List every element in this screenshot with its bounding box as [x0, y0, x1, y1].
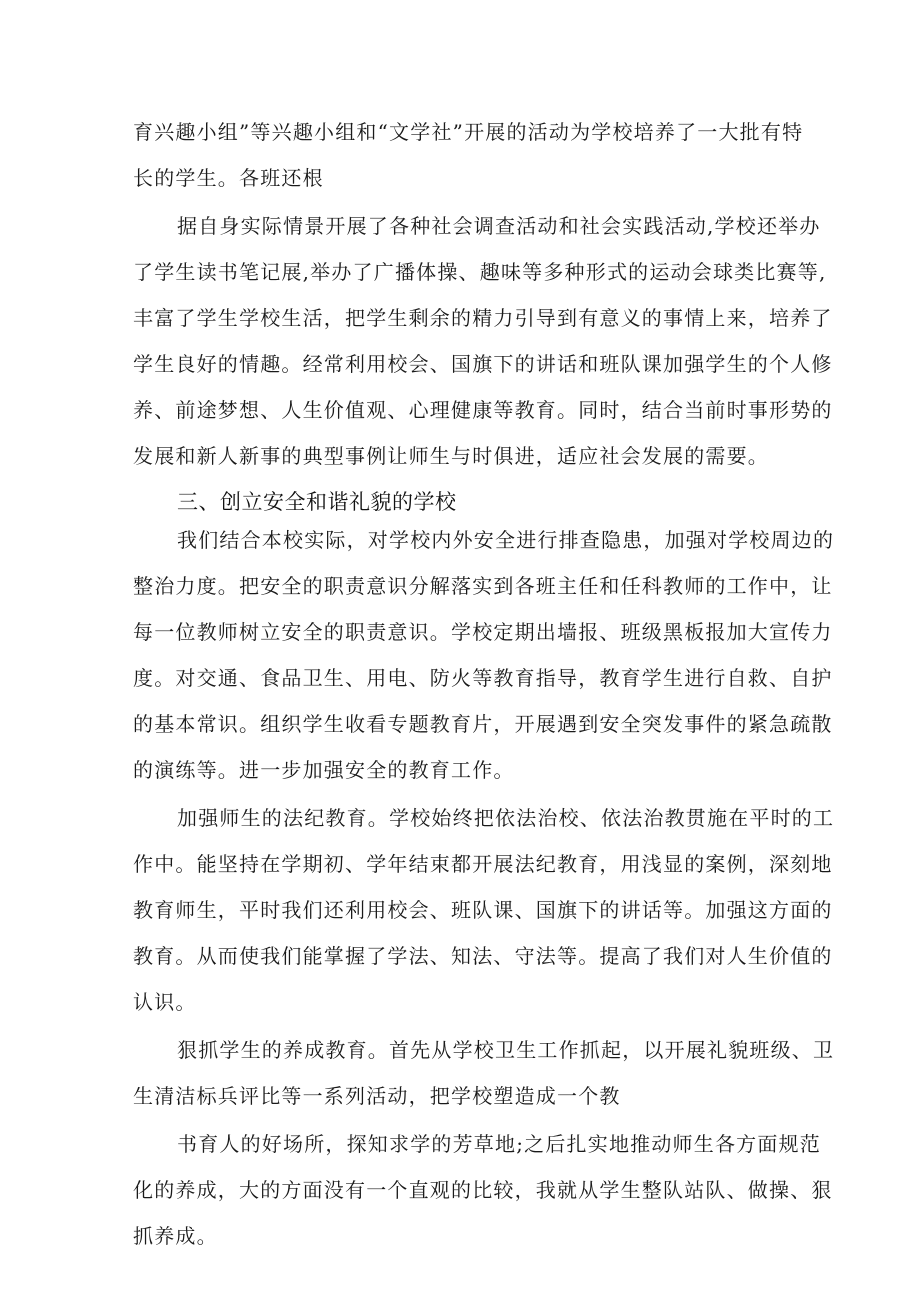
text-line: 的基本常识。组织学生收看专题教育片，开展遇到安全突发事件的紧急疏散 — [133, 712, 833, 736]
text-line: 整治力度。把安全的职责意识分解落实到各班主任和任科教师的工作中，让 — [133, 574, 833, 598]
text-line: 度。对交通、食品卫生、用电、防火等教育指导，教育学生进行自救、自护 — [133, 666, 833, 690]
body-paragraph — [133, 525, 835, 785]
body-paragraph — [133, 117, 804, 193]
text-line: 我们结合本校实际，对学校内外安全进行排查隐患，加强对学校周边的 — [177, 528, 835, 552]
text-line: 狠抓学生的养成教育。首先从学校卫生工作抓起，以开展礼貌班级、卫 — [177, 1038, 835, 1062]
text-line: 长的学生。各班还根 — [133, 166, 324, 190]
text-line: 教育。从而使我们能掌握了学法、知法、守法等。提高了我们对人生价值的 — [133, 944, 833, 968]
text-line: 书育人的好场所，探知求学的芳草地;之后扎实地推动师生各方面规范 — [177, 1132, 821, 1156]
text-line: 生清洁标兵评比等一系列活动，把学校塑造成一个教 — [133, 1084, 621, 1108]
body-paragraph — [133, 1035, 835, 1111]
body-paragraph — [133, 211, 833, 471]
text-line: 化的养成，大的方面没有一个直观的比较，我就从学生整队站队、做操、狠 — [133, 1178, 833, 1202]
text-line: 教育师生，平时我们还利用校会、班队课、国旗下的讲话等。加强这方面的 — [133, 898, 833, 922]
body-paragraph — [133, 803, 835, 1017]
text-line: 了学生读书笔记展,举办了广播体操、趣味等多种形式的运动会球类比赛等, — [133, 260, 827, 284]
text-line: 丰富了学生学校生活，把学生剩余的精力引导到有意义的事情上来，培养了 — [133, 306, 833, 330]
document-body — [133, 117, 835, 1267]
body-paragraph — [133, 1129, 833, 1251]
text-line: 据自身实际情景开展了各种社会调查活动和社会实践活动,学校还举办 — [177, 214, 821, 238]
text-line: 每一位教师树立安全的职责意识。学校定期出墙报、班级黑板报加大宣传力 — [133, 620, 833, 644]
text-line: 养、前途梦想、人生价值观、心理健康等教育。同时，结合当前时事形势的 — [133, 398, 833, 422]
section-heading: 三、创立安全和谐礼貌的学校 — [177, 490, 457, 514]
text-line: 加强师生的法纪教育。学校始终把依法治校、依法治教贯施在平时的工 — [177, 806, 835, 830]
text-line: 发展和新人新事的典型事例让师生与时俱进，适应社会发展的需要。 — [133, 444, 769, 468]
text-line: 抓养成。 — [133, 1224, 218, 1248]
text-line: 的演练等。进一步加强安全的教育工作。 — [133, 758, 515, 782]
text-line: 育兴趣小组”等兴趣小组和“文学社”开展的活动为学校培养了一大批有特 — [133, 120, 804, 144]
text-line: 认识。 — [133, 990, 197, 1014]
text-line: 作中。能坚持在学期初、学年结束都开展法纪教育，用浅显的案例，深刻地 — [133, 852, 833, 876]
text-line: 学生良好的情趣。经常利用校会、国旗下的讲话和班队课加强学生的个人修 — [133, 352, 833, 376]
